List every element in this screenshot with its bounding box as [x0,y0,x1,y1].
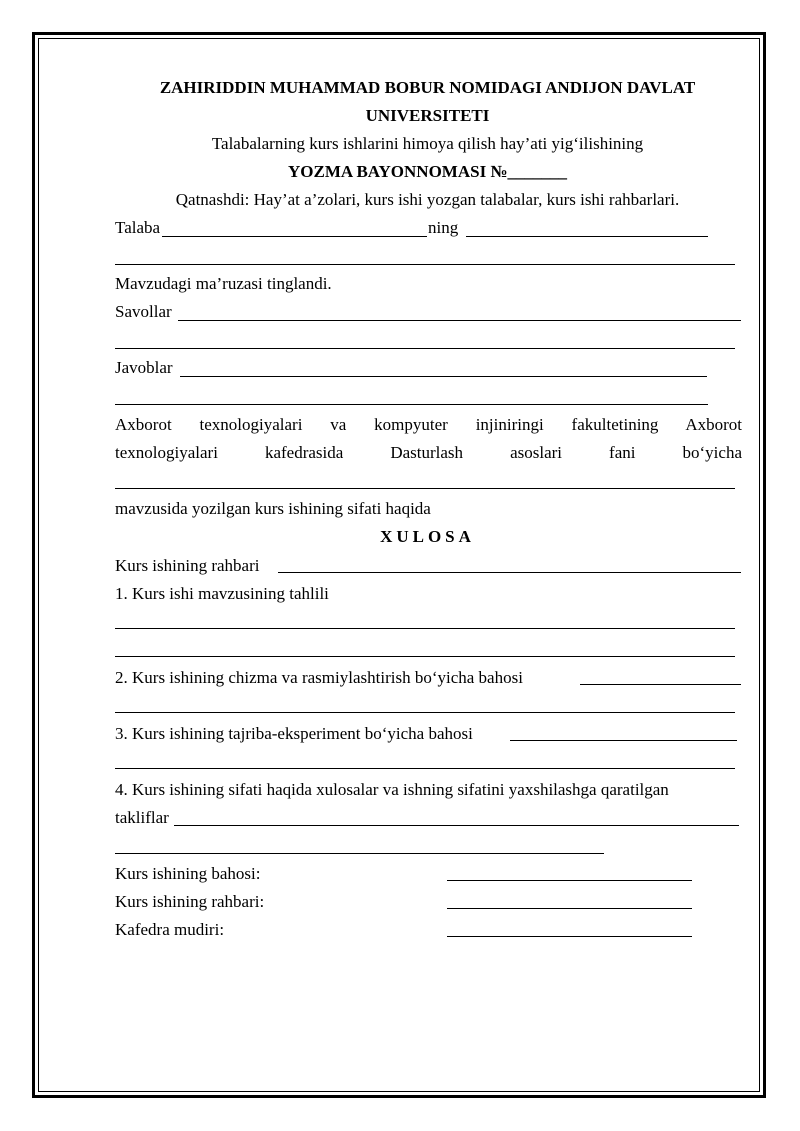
item-1-field-line2[interactable] [115,656,735,657]
faculty-paragraph-line2: texnologiyalari kafedrasida Dasturlash asoslari fani bo‘yicha [115,443,742,462]
topic-suffix-text: mavzusida yozilgan kurs ishining sifati haqida [115,499,431,518]
university-name-line2: UNIVERSITETI [365,106,490,125]
javoblar-field[interactable] [180,376,707,377]
item-3-field[interactable] [510,740,737,741]
faculty-paragraph-line1: Axborot texnologiyalari va kompyuter injiniringi fakultetining Axborot [115,415,742,434]
grade-label: Kurs ishining bahosi: [115,864,261,883]
supervisor-label: Kurs ishining rahbari [115,556,260,575]
item-4-label-line1: 4. Kurs ishining sifati haqida xulosalar va ishning sifatini yaxshilashga qaratilgan [115,780,669,799]
item-4-field[interactable] [174,825,739,826]
supervisor-field[interactable] [278,572,741,573]
conclusion-heading: XULOSA [380,527,475,546]
talaba-continuation-field[interactable] [115,264,735,265]
item-4-continuation-field[interactable] [115,853,604,854]
savollar-field[interactable] [178,320,741,321]
item-3-label: 3. Kurs ishining tajriba-eksperiment bo‘yicha bahosi [115,724,473,743]
university-name-line1: ZAHIRIDDIN MUHAMMAD BOBUR NOMIDAGI ANDIJON DAVLAT [159,78,696,97]
talaba-label: Talaba [115,218,161,237]
javoblar-continuation-field[interactable] [115,404,708,405]
item-2-label: 2. Kurs ishining chizma va rasmiylashtirish bo‘yicha bahosi [115,668,523,687]
topic-field[interactable] [115,488,735,489]
item-2-continuation-field[interactable] [115,712,735,713]
mavzu-text: Mavzudagi ma’ruzasi tinglandi. [115,274,332,293]
item-4-label-line2: takliflar [115,808,169,827]
item-1-label: 1. Kurs ishi mavzusining tahlili [115,584,329,603]
supervisor-signature-label: Kurs ishining rahbari: [115,892,265,911]
participants-line: Qatnashdi: Hay’at a’zolari, kurs ishi yozgan talabalar, kurs ishi rahbarlari. [175,190,680,209]
item-1-field-line1[interactable] [115,628,735,629]
savollar-continuation-field[interactable] [115,348,735,349]
item-3-continuation-field[interactable] [115,768,735,769]
department-head-signature-field[interactable] [447,936,692,937]
document-subtitle: Talabalarning kurs ishlarini himoya qilish hay’ati yig‘ilishining [211,134,644,153]
savollar-label: Savollar [115,302,172,321]
talaba-extra-field[interactable] [466,236,708,237]
supervisor-signature-field[interactable] [447,908,692,909]
department-head-label: Kafedra mudiri: [115,920,225,939]
document-title: YOZMA BAYONNOMASI №_______ [287,162,568,181]
javoblar-label: Javoblar [115,358,173,377]
grade-field[interactable] [447,880,692,881]
ning-label: ning [428,218,459,237]
item-2-field[interactable] [580,684,741,685]
talaba-name-field[interactable] [162,236,427,237]
